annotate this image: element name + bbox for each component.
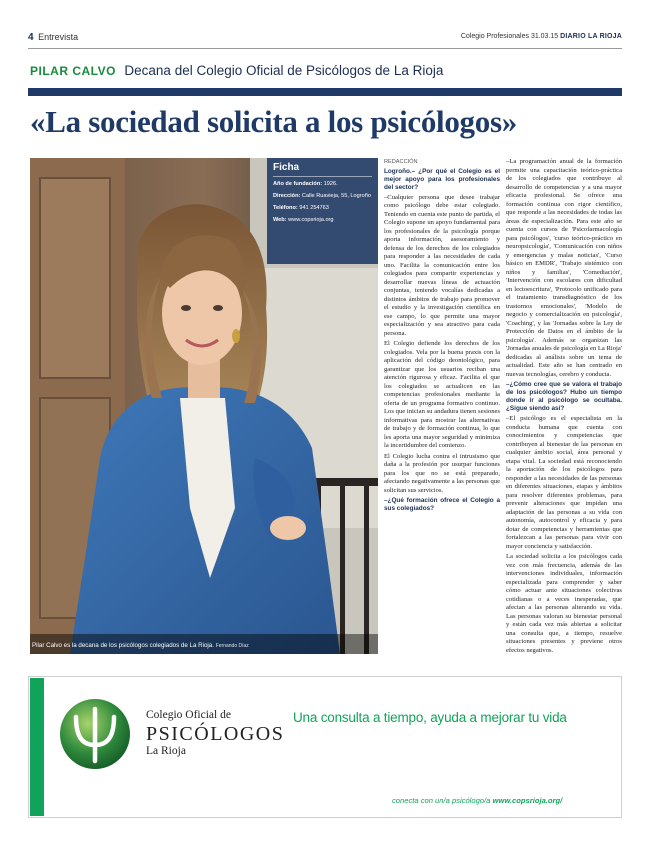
ad-slogan: Una consulta a tiempo, ayuda a mejorar tu vida xyxy=(293,710,567,725)
ad-web-prefix: conecta con un/a psicólogo/a xyxy=(392,796,491,805)
photo-credit: Fernando Díaz xyxy=(215,643,249,649)
photo-caption xyxy=(32,642,376,649)
interviewee-name: PILAR CALVO xyxy=(30,64,116,78)
interview-kicker xyxy=(30,62,443,80)
answer-1-paragraph-3: El Colegio lucha contra el intrusismo que daña a la profesión por usurpar funciones para los que no se está preparado, afectando negativamente a las personas que solicitan sus servicios. xyxy=(384,452,500,494)
info-box xyxy=(267,158,378,264)
publication-name: Colegio Profesionales xyxy=(460,33,529,40)
question-3: –¿Cómo cree que se valora el trabajo de los psicólogos? Hubo un tiempo donde ir al psicólogo se ocultaba. ¿Sigue siendo así? xyxy=(506,381,622,412)
article-byline: REDACCIÓN xyxy=(384,159,418,165)
answer-2-paragraph: –La programación anual de la formación permite una capacitación teórico-práctica de los colegiados que contribuye al desarrollo de competencias y a una mayor eficacia profesional. Se ofrece una formación continua con rigor científico, que responde a las necesidades de todas las áreas de especialización. Para este año se cuenta con cursos de 'Psicofarmacología para psicólogos', 'curso teórico-práctico en neuropsicología', 'Comunicación con niños y emergencias y malas noticias', 'Curso básico en EMDR', 'Trabajo sistémico con niños y familias', 'Comediación', 'Intervención con escolares con dificultad en lectoescritura', 'Protocolo unificado para el tratamiento transdiagnóstico de los trastornos emocionales', 'Modelo de negocio y comercialización en psicología', 'Coaching', y las 'Jornadas sobre la Ley de Protección de Datos en el ámbito de la psicología'. Además se organizan las 'Jornadas anuales de psicología en La Rioja' dedicadas al análisis sobre un tema de actualidad. Este año se han centrado en nuevas tecnologías, cerebro y conducta. xyxy=(506,158,622,378)
answer-3-paragraph-1: –El psicólogo es el especialista en la conducta humana que cuenta con conocimientos y competencias que contribuyen al bienestar de las personas en cualquier ámbito social, área personal y etapa vital. La sociedad está reconociendo la aportación de los psicólogos para responder a las necesidades de las personas en diferentes situaciones, etapas y ámbitos para resolver diferentes problemas, para prevenir alteraciones que impidan una adaptación de las personas a su vida con autonomía, autocontrol y eficacia y para dotar de competencias y herramientas que fortalezcan a las personas para vivir con mayor conciencia y satisfacción. xyxy=(506,415,622,550)
interviewee-role: Decana del Colegio Oficial de Psicólogos de La Rioja xyxy=(124,63,444,78)
publication-date: 31.03.15 xyxy=(530,33,559,40)
answer-3-paragraph-2: La sociedad solicita a los psicólogos cada vez con más frecuencia, además de las intervenciones individuales, información especializada para comprender y saber cómo actuar ante situaciones colectivas cotidianas o a veces inesperadas, que afectan a las personas alterando su vida. Las personas valoran su bienestar personal y están cada vez más abiertas a solicitar una consulta que, a tiempo, resuelve situaciones presentes y previene otros efectos negativos. xyxy=(506,553,622,654)
web-label: Web: xyxy=(273,217,287,223)
info-box-title: Ficha xyxy=(273,162,372,177)
address-value: Calle Ruavieja, 55, Logroño xyxy=(301,193,371,199)
question-1: Logroño.– ¿Por qué el Colegio es el mejor apoyo para los profesionales del sector? xyxy=(384,167,500,191)
phone-row xyxy=(273,205,372,212)
address-label: Dirección: xyxy=(273,193,301,199)
page-number: 4 xyxy=(28,32,34,43)
phone-label: Teléfono: xyxy=(273,205,298,211)
psi-logo-icon xyxy=(58,697,132,771)
ad-web-line xyxy=(392,796,562,805)
page-header xyxy=(28,32,622,46)
publication-info xyxy=(461,33,622,40)
logo-line-3: La Rioja xyxy=(146,744,186,757)
founded-row xyxy=(273,181,372,188)
caption-text: Pilar Calvo es la decana de los psicólogos colegiados de La Rioja. xyxy=(32,642,214,649)
answer-1-paragraph-2: El Colegio defiende los derechos de los colegiados. Vela por la buena praxis con la aplicación del código deontológico, para garantizar que los usuarios reciban una atención rigurosa y eficaz. Facilita el que los colegiados se actualicen en las competencias profesionales mediante la oferta de un programa formativo continuo. Los que inician su andadura tienen sesiones informativas para mostrar las alternativas de trabajo y de formación continua, lo que les aporta una mayor seguridad y minimiza la incertidumbre del comienzo. xyxy=(384,340,500,449)
header-divider xyxy=(28,48,622,49)
title-bar xyxy=(28,88,622,96)
article-column-2 xyxy=(506,158,622,657)
founded-label: Año de fundación: xyxy=(273,181,323,187)
address-row xyxy=(273,193,372,200)
question-2: –¿Qué formación ofrece el Colegio a sus colegiados? xyxy=(384,497,500,512)
section-name: Entrevista xyxy=(38,32,79,42)
web-row xyxy=(273,217,372,224)
logo-line-1: Colegio Oficial de xyxy=(146,709,231,721)
phone-value: 941 254763 xyxy=(299,205,329,211)
founded-value: 1926. xyxy=(323,181,338,187)
ad-accent-bar xyxy=(30,678,44,816)
article-column-1 xyxy=(384,158,500,515)
headline: «La sociedad solicita a los psicólogos» xyxy=(30,104,517,139)
ad-logo-text xyxy=(146,710,284,757)
ad-web-url[interactable]: www.copsrioja.org/ xyxy=(492,796,563,805)
newspaper-name: DIARIO LA RIOJA xyxy=(560,33,622,40)
answer-1-paragraph-1: –Cualquier persona que desee trabajar como psicólogo debe estar colegiado. Teniendo en cuenta este punto de partida, el Colegio supone un apoyo fundamental para los profesionales de la psicología porque aporta información, asesoramiento y defensa de los derechos de los colegiados para responder a las necesidades de cada uno. Facilita la comunicación entre los colegiados para compartir experiencias y desarrollar nuevas líneas de actuación conjuntas, teniendo vocalías dedicadas a distintos ámbitos de trabajo para promover el estudio y la investigación científica en ese campo, lo que permite una mayor especialización y sea atractivo para cada persona. xyxy=(384,193,500,337)
web-value[interactable]: www.copsrioja.org xyxy=(288,217,334,223)
logo-line-2: PSICÓLOGOS xyxy=(146,722,285,745)
